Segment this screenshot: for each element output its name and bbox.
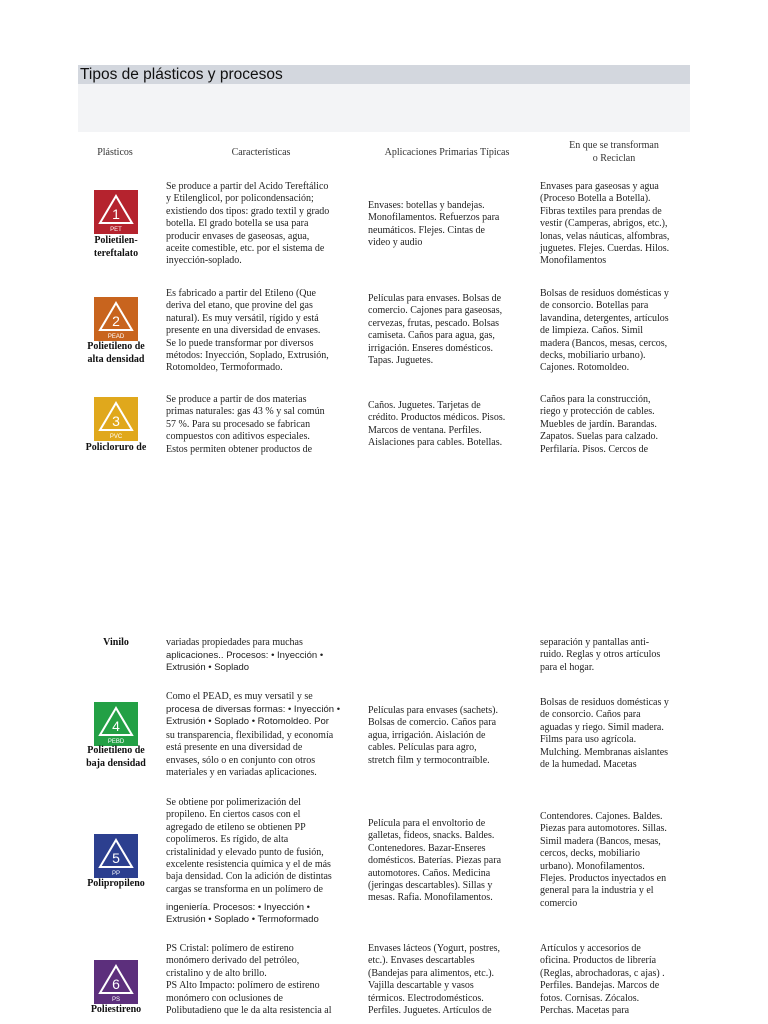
- caracteristicas-procesos: ingeniería. Procesos: • Inyección • Extrusión • Soplado • Termoformado: [166, 902, 319, 926]
- recycle-triangle-icon: [94, 297, 138, 341]
- caracteristicas-procesos: procesa de diversas formas: • Inyección • Extrusión • Soplado • Rotomoldeo. Por: [166, 704, 341, 728]
- recycle-triangle-icon: [94, 834, 138, 878]
- plastic-name: Polietilen- tereftalato: [93, 235, 139, 259]
- caracteristicas-cell: Se obtiene por polimerización del propileno. En ciertos casos con el agregado de etileno se obtienen PP copolímeros. Es rígido, de alta cristalinidad y elevado punto de fusión, excelente resistencia química y el de más baja densidad. Con la adición de distintas cargas se transforma en un polímero de: [166, 797, 332, 895]
- svg-text:1: 1: [112, 206, 120, 222]
- transforman-cell: Caños para la construcción, riego y protección de cables. Muebles de jardín. Barandas. Zapatos. Suelas para calzado. Perfilaría. Pisos. Cercos de: [540, 394, 659, 455]
- caracteristicas-cell: su transparencia, flexibilidad, y economía está presente en una diversidad de envases, sólo o en conjunto con otros materiales y en variadas aplicaciones.: [166, 730, 334, 779]
- caracteristicas-cell-continued: variadas propiedades para muchas: [166, 637, 303, 648]
- plastic-name: Poliestireno: [90, 1004, 142, 1015]
- plastic-name-continued: Vinilo: [103, 637, 129, 648]
- svg-text:PVC: PVC: [109, 434, 123, 440]
- svg-text:PET: PET: [110, 227, 122, 233]
- caracteristicas-cell: PS Cristal: polímero de estireno monómero derivado del petróleo, cristalino y de alto brillo. PS Alto Impacto: polímero de estireno monómero con oclusiones de Polibutadieno que le da alta resistencia al: [166, 943, 332, 1017]
- aplicaciones-cell: Envases: botellas y bandejas. Monofilamentos. Refuerzos para neumáticos. Flejes. Cintas de video y audio: [368, 200, 500, 249]
- plastic-name: Polietileno de alta densidad: [87, 341, 145, 365]
- aplicaciones-cell: Película para el envoltorio de galletas, fideos, snacks. Baldes. Contenedores. Bazar-Enseres domésticos. Baterías. Piezas para automotores. Caños. Medicina (jeringas descartables). Sillas y mesas. Rafia. Monofilamentos.: [368, 818, 502, 904]
- svg-text:PS: PS: [111, 997, 121, 1003]
- svg-text:4: 4: [112, 718, 120, 734]
- aplicaciones-cell: Envases lácteos (Yogurt, postres, etc.). Envases descartables (Bandejas para alimentos, etc.). Vajilla descartable y vasos térmicos. Electrodomésticos. Perfiles. Juguetes. Artículos de: [368, 943, 501, 1017]
- header-transforman: En que se transforman o Reciclan: [569, 140, 659, 164]
- plastic-name: Policloruro de: [85, 442, 147, 453]
- aplicaciones-cell: Películas para envases. Bolsas de comercio. Cajones para gaseosas, cervezas, frutas, pescado. Bolsas camiseta. Caños para agua, gas, irrigación. Enseres domésticos. Tapas. Juguetes.: [368, 293, 503, 367]
- recycle-triangle-icon: [94, 190, 138, 234]
- plastic-name: Polipropileno: [87, 878, 145, 889]
- caracteristicas-procesos: aplicaciones.. Procesos: • Inyección • Extrusión • Soplado: [166, 650, 324, 674]
- transforman-cell: Bolsas de residuos domésticas y de consorcio. Botellas para lavandina, detergentes, artículos de limpieza. Caños. Simil madera (Bancos, mesas, cercos, decks, mobiliario urbano). Cajones. Rotomoldeo.: [540, 288, 669, 374]
- caracteristicas-cell: Se produce a partir de dos materias primas naturales: gas 43 % y sal común 57 %. Para su procesado se fabrican compuestos con aditivos especiales. Estos permiten obtener productos de: [166, 394, 325, 455]
- recycle-triangle-icon: [94, 702, 138, 746]
- caracteristicas-cell: Es fabricado a partir del Etileno (Que deriva del etano, que provine del gas natural). Es muy versátil, rígido y está presente en una diversidad de envases. Se lo puede transformar por diversos métodos: Inyección, Soplado, Extrusión, Rotomoldeo, Termoformado.: [166, 288, 329, 374]
- plastic-name: Polietileno de baja densidad: [86, 745, 146, 769]
- recycle-triangle-icon: [94, 397, 138, 441]
- recycle-triangle-icon: [94, 960, 138, 1004]
- aplicaciones-cell: Caños. Juguetes. Tarjetas de crédito. Productos médicos. Pisos. Marcos de ventana. Perfiles. Aislaciones para cables. Botellas.: [368, 400, 506, 449]
- svg-text:2: 2: [112, 313, 120, 329]
- transforman-cell: Bolsas de residuos domésticas y de consorcio. Caños para aguadas y riego. Simil madera. Films para uso agrícola. Mulching. Membranas aislantes de la humedad. Macetas: [540, 697, 669, 771]
- caracteristicas-cell: Como el PEAD, es muy versatil y se: [166, 691, 313, 702]
- header-aplicaciones: Aplicaciones Primarias Típicas: [384, 147, 510, 158]
- svg-text:PP: PP: [111, 871, 121, 877]
- header-caracteristicas: Características: [231, 147, 291, 158]
- svg-text:6: 6: [112, 976, 120, 992]
- svg-text:PEBD: PEBD: [107, 739, 125, 745]
- transforman-cell-continued: separación y pantallas anti- ruido. Reglas y otros artículos para el hogar.: [540, 637, 661, 673]
- svg-text:3: 3: [112, 413, 120, 429]
- header-plasticos: Plásticos: [97, 147, 133, 158]
- caracteristicas-cell: Se produce a partir del Acido Tereftálico y Etilenglicol, por policondensación; existiendo dos tipos: grado textil y grado botella. El grado botella se usa para producir envases de gaseosas, agua, aceite comestible, etc. por el sistema de inyección-soplado.: [166, 181, 330, 267]
- transforman-cell: Envases para gaseosas y agua (Proceso Botella a Botella). Fibras textiles para prendas de vestir (Camperas, abrigos, etc.), lonas, velas náuticas, alfombras, juguetes. Flejes. Cuerdas. Hilos. Monofilamentos: [540, 181, 670, 267]
- svg-text:5: 5: [112, 850, 120, 866]
- transforman-cell: Artículos y accesorios de oficina. Productos de librería (Reglas, abrochadoras, c ajas) . Perfiles. Bandejas. Marcos de fotos. Cornisas. Zócalos. Perchas. Macetas para: [540, 943, 665, 1017]
- svg-text:PEAD: PEAD: [107, 334, 125, 340]
- header-band: [78, 84, 690, 132]
- page-title: Tipos de plásticos y procesos: [78, 65, 690, 84]
- transforman-cell: Contendores. Cajones. Baldes. Piezas para automotores. Sillas. Simil madera (Bancos, mesas, cercos, decks, mobiliario urbano). Monofilamentos. Flejes. Productos inyectados en general para la industria y el comercio: [540, 811, 667, 909]
- aplicaciones-cell: Películas para envases (sachets). Bolsas de comercio. Caños para agua, irrigación. Aislación de cables. Películas para agro, stretch film y termocontraíble.: [368, 705, 498, 766]
